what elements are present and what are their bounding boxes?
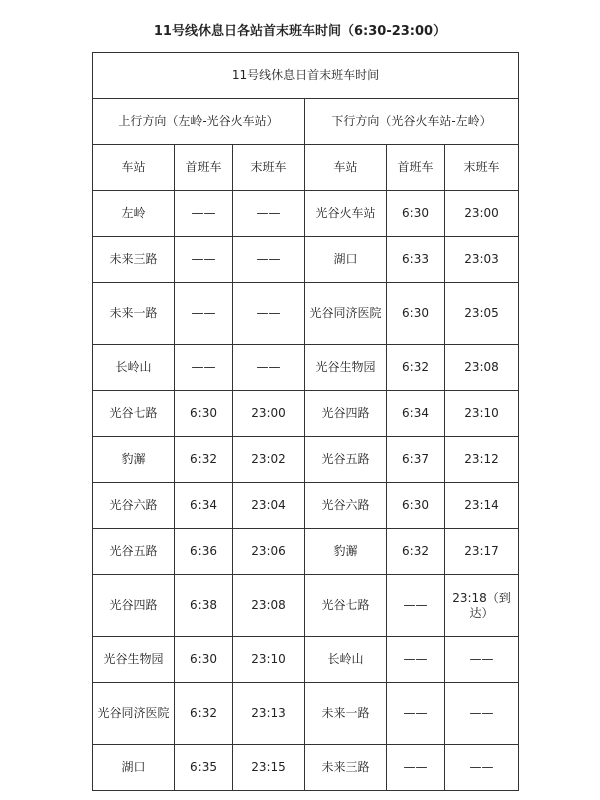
up-last-train-cell: 23:02 [233,437,305,483]
down-last-train-cell: 23:17 [445,529,519,575]
down-last-train-cell: 23:03 [445,237,519,283]
down-last-train-cell: 23:12 [445,437,519,483]
down-station-cell: 光谷七路 [305,575,387,637]
down-first-train-cell: 6:30 [387,191,445,237]
up-last-train-cell: 23:10 [233,637,305,683]
down-first-train-cell: —— [387,637,445,683]
up-last-train-cell: 23:13 [233,683,305,745]
table-caption: 11号线休息日首末班车时间 [93,53,519,99]
up-station-cell: 豹澥 [93,437,175,483]
down-first-train-cell: —— [387,683,445,745]
up-first-train-cell: 6:36 [175,529,233,575]
up-last-train-cell: 23:04 [233,483,305,529]
up-first-train-cell: 6:32 [175,683,233,745]
table-row [93,237,519,283]
down-station-cell: 光谷生物园 [305,345,387,391]
table-row [93,529,519,575]
down-first-train-cell: 6:33 [387,237,445,283]
down-last-train-cell: —— [445,745,519,791]
up-first-train-cell: 6:30 [175,637,233,683]
up-last-train-cell: —— [233,237,305,283]
table-row [93,683,519,745]
down-last-train-cell: 23:14 [445,483,519,529]
up-last-train-cell: 23:00 [233,391,305,437]
down-last-train-cell: —— [445,637,519,683]
table-row [93,391,519,437]
down-station-cell: 湖口 [305,237,387,283]
table-row [93,345,519,391]
direction-row [93,99,519,145]
down-station-cell: 光谷同济医院 [305,283,387,345]
up-first-train-cell: 6:38 [175,575,233,637]
down-station-cell: 未来三路 [305,745,387,791]
page-title: 11号线休息日各站首末班车时间（6:30-23:00） [153,24,447,39]
table-row [93,637,519,683]
up-station-header: 车站 [93,145,175,191]
up-last-train-cell: —— [233,191,305,237]
down-last-train-cell: 23:05 [445,283,519,345]
timetable [92,52,519,791]
down-first-train-cell: 6:32 [387,529,445,575]
up-last-train-cell: 23:08 [233,575,305,637]
table-row [93,745,519,791]
up-last-train-cell: —— [233,283,305,345]
up-first-train-cell: —— [175,345,233,391]
column-header-row [93,145,519,191]
up-first-train-cell: 6:35 [175,745,233,791]
table-caption-row [93,53,519,99]
down-last-train-cell: 23:00 [445,191,519,237]
up-station-cell: 光谷生物园 [93,637,175,683]
up-station-cell: 长岭山 [93,345,175,391]
down-first-train-cell: 6:32 [387,345,445,391]
up-station-cell: 光谷同济医院 [93,683,175,745]
up-last-train-cell: 23:15 [233,745,305,791]
down-station-cell: 光谷四路 [305,391,387,437]
up-station-cell: 光谷六路 [93,483,175,529]
up-first-train-cell: —— [175,283,233,345]
down-station-cell: 未来一路 [305,683,387,745]
down-last-train-cell: 23:10 [445,391,519,437]
table-row [93,483,519,529]
up-station-cell: 未来三路 [93,237,175,283]
down-station-cell: 长岭山 [305,637,387,683]
up-station-cell: 未来一路 [93,283,175,345]
up-first-train-cell: 6:32 [175,437,233,483]
down-direction-header: 下行方向（光谷火车站-左岭） [305,99,519,145]
table-row [93,191,519,237]
up-first-train-cell: 6:30 [175,391,233,437]
up-last-train-cell: —— [233,345,305,391]
down-first-train-cell: —— [387,575,445,637]
up-station-cell: 光谷七路 [93,391,175,437]
up-station-cell: 光谷四路 [93,575,175,637]
down-first-train-cell: 6:37 [387,437,445,483]
table-row [93,575,519,637]
down-first-train-cell: 6:30 [387,283,445,345]
down-last-train-cell: —— [445,683,519,745]
up-direction-header: 上行方向（左岭-光谷火车站） [93,99,305,145]
up-station-cell: 左岭 [93,191,175,237]
up-first-train-cell: —— [175,191,233,237]
table-row [93,437,519,483]
up-station-cell: 光谷五路 [93,529,175,575]
up-first-train-cell: —— [175,237,233,283]
down-station-cell: 光谷六路 [305,483,387,529]
down-station-cell: 光谷火车站 [305,191,387,237]
down-station-header: 车站 [305,145,387,191]
down-station-cell: 光谷五路 [305,437,387,483]
up-last-train-header: 末班车 [233,145,305,191]
up-first-train-header: 首班车 [175,145,233,191]
up-first-train-cell: 6:34 [175,483,233,529]
down-first-train-cell: 6:30 [387,483,445,529]
up-station-cell: 湖口 [93,745,175,791]
down-first-train-cell: —— [387,745,445,791]
up-last-train-cell: 23:06 [233,529,305,575]
down-station-cell: 豹澥 [305,529,387,575]
down-last-train-cell: 23:18（到达） [445,575,519,637]
down-first-train-cell: 6:34 [387,391,445,437]
down-last-train-cell: 23:08 [445,345,519,391]
down-last-train-header: 末班车 [445,145,519,191]
down-first-train-header: 首班车 [387,145,445,191]
table-row [93,283,519,345]
